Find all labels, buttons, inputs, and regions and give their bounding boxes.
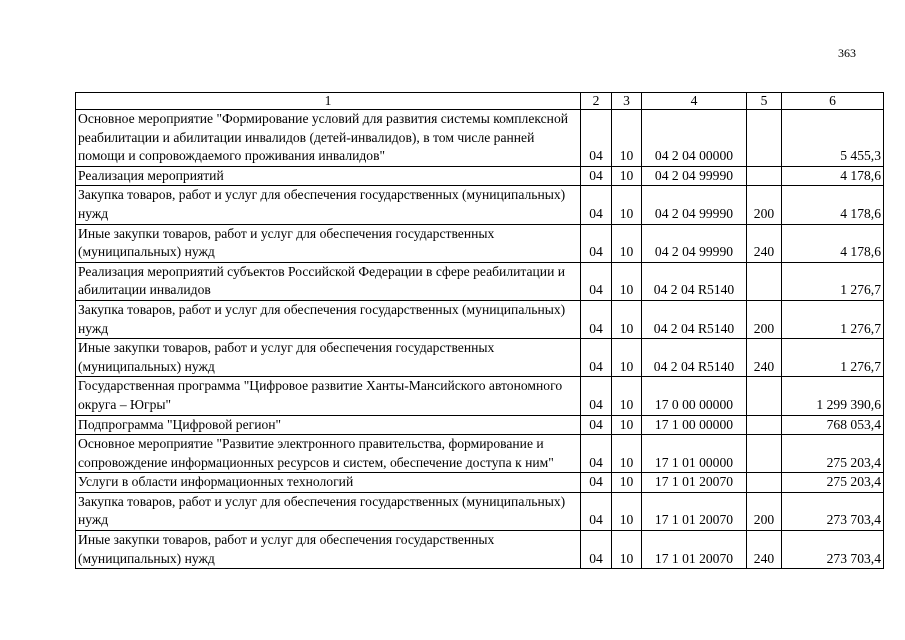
cell-subsection: 10: [612, 339, 642, 377]
cell-name: Услуги в области информационных технологий: [76, 473, 581, 493]
table-row: [76, 224, 884, 262]
cell-target-article: 04 2 04 R5140: [642, 339, 747, 377]
cell-section: 04: [581, 415, 612, 435]
table-row: [76, 492, 884, 530]
cell-subsection: 10: [612, 186, 642, 224]
header-cell-target-article: 4: [642, 93, 747, 110]
cell-target-article: 04 2 04 99990: [642, 186, 747, 224]
table-row: [76, 377, 884, 415]
cell-target-article: 17 1 01 20070: [642, 531, 747, 569]
cell-expense-type: 240: [747, 339, 782, 377]
cell-section: 04: [581, 110, 612, 167]
cell-expense-type: 200: [747, 186, 782, 224]
cell-section: 04: [581, 435, 612, 473]
cell-name: Реализация мероприятий: [76, 166, 581, 186]
cell-amount: 4 178,6: [782, 224, 884, 262]
cell-subsection: 10: [612, 492, 642, 530]
cell-subsection: 10: [612, 166, 642, 186]
cell-expense-type: [747, 262, 782, 300]
cell-amount: 4 178,6: [782, 166, 884, 186]
table-row: [76, 300, 884, 338]
cell-amount: 768 053,4: [782, 415, 884, 435]
cell-section: 04: [581, 492, 612, 530]
cell-expense-type: [747, 415, 782, 435]
cell-amount: 1 299 390,6: [782, 377, 884, 415]
cell-name: Иные закупки товаров, работ и услуг для обеспечения государственных (муниципальных) нужд: [76, 339, 581, 377]
cell-target-article: 17 0 00 00000: [642, 377, 747, 415]
cell-amount: 275 203,4: [782, 473, 884, 493]
cell-section: 04: [581, 473, 612, 493]
cell-expense-type: 240: [747, 224, 782, 262]
cell-expense-type: [747, 166, 782, 186]
cell-target-article: 04 2 04 R5140: [642, 262, 747, 300]
cell-amount: 1 276,7: [782, 339, 884, 377]
header-cell-expense-type: 5: [747, 93, 782, 110]
cell-section: 04: [581, 186, 612, 224]
cell-amount: 1 276,7: [782, 262, 884, 300]
cell-name: Иные закупки товаров, работ и услуг для обеспечения государственных (муниципальных) нужд: [76, 224, 581, 262]
header-cell-name: 1: [76, 93, 581, 110]
table-row: [76, 531, 884, 569]
cell-subsection: 10: [612, 110, 642, 167]
cell-target-article: 04 2 04 99990: [642, 166, 747, 186]
cell-subsection: 10: [612, 415, 642, 435]
cell-name: Основное мероприятие "Формирование условий для развития системы комплексной реабилитации и абилитации инвалидов (детей-инвалидов), в том числе ранней помощи и сопровождаемого проживания инвалидов": [76, 110, 581, 167]
table-row: [76, 473, 884, 493]
cell-name: Основное мероприятие "Развитие электронного правительства, формирование и сопровождение информационных ресурсов и систем, обеспечение доступа к ним": [76, 435, 581, 473]
cell-target-article: 17 1 01 00000: [642, 435, 747, 473]
cell-expense-type: [747, 473, 782, 493]
cell-name: Государственная программа "Цифровое развитие Ханты-Мансийского автономного округа – Югры": [76, 377, 581, 415]
cell-expense-type: 200: [747, 300, 782, 338]
cell-name: Закупка товаров, работ и услуг для обеспечения государственных (муниципальных) нужд: [76, 492, 581, 530]
cell-section: 04: [581, 262, 612, 300]
header-cell-section: 2: [581, 93, 612, 110]
cell-subsection: 10: [612, 435, 642, 473]
cell-amount: 4 178,6: [782, 186, 884, 224]
cell-target-article: 17 1 00 00000: [642, 415, 747, 435]
cell-amount: 1 276,7: [782, 300, 884, 338]
cell-target-article: 17 1 01 20070: [642, 473, 747, 493]
cell-subsection: 10: [612, 377, 642, 415]
cell-expense-type: 200: [747, 492, 782, 530]
table-row: [76, 186, 884, 224]
cell-name: Подпрограмма "Цифровой регион": [76, 415, 581, 435]
cell-amount: 273 703,4: [782, 492, 884, 530]
cell-subsection: 10: [612, 262, 642, 300]
cell-amount: 273 703,4: [782, 531, 884, 569]
cell-name: Закупка товаров, работ и услуг для обеспечения государственных (муниципальных) нужд: [76, 186, 581, 224]
cell-target-article: 17 1 01 20070: [642, 492, 747, 530]
cell-expense-type: [747, 110, 782, 167]
cell-section: 04: [581, 531, 612, 569]
cell-target-article: 04 2 04 99990: [642, 224, 747, 262]
cell-subsection: 10: [612, 473, 642, 493]
cell-section: 04: [581, 166, 612, 186]
table-row: [76, 262, 884, 300]
cell-target-article: 04 2 04 00000: [642, 110, 747, 167]
cell-subsection: 10: [612, 300, 642, 338]
table-body: [76, 110, 884, 569]
page-number: 363: [838, 46, 856, 60]
table-row: [76, 339, 884, 377]
cell-expense-type: 240: [747, 531, 782, 569]
table-row: [76, 415, 884, 435]
table-row: [76, 110, 884, 167]
header-cell-amount: 6: [782, 93, 884, 110]
table-row: [76, 166, 884, 186]
cell-subsection: 10: [612, 224, 642, 262]
header-cell-subsection: 3: [612, 93, 642, 110]
cell-section: 04: [581, 224, 612, 262]
cell-name: Иные закупки товаров, работ и услуг для обеспечения государственных (муниципальных) нужд: [76, 531, 581, 569]
cell-amount: 275 203,4: [782, 435, 884, 473]
cell-section: 04: [581, 339, 612, 377]
cell-name: Реализация мероприятий субъектов Российской Федерации в сфере реабилитации и абилитации инвалидов: [76, 262, 581, 300]
cell-section: 04: [581, 377, 612, 415]
cell-target-article: 04 2 04 R5140: [642, 300, 747, 338]
table-header-row: [76, 93, 884, 110]
cell-section: 04: [581, 300, 612, 338]
cell-amount: 5 455,3: [782, 110, 884, 167]
budget-table: [75, 92, 884, 569]
cell-expense-type: [747, 435, 782, 473]
table-row: [76, 435, 884, 473]
cell-name: Закупка товаров, работ и услуг для обеспечения государственных (муниципальных) нужд: [76, 300, 581, 338]
cell-subsection: 10: [612, 531, 642, 569]
cell-expense-type: [747, 377, 782, 415]
